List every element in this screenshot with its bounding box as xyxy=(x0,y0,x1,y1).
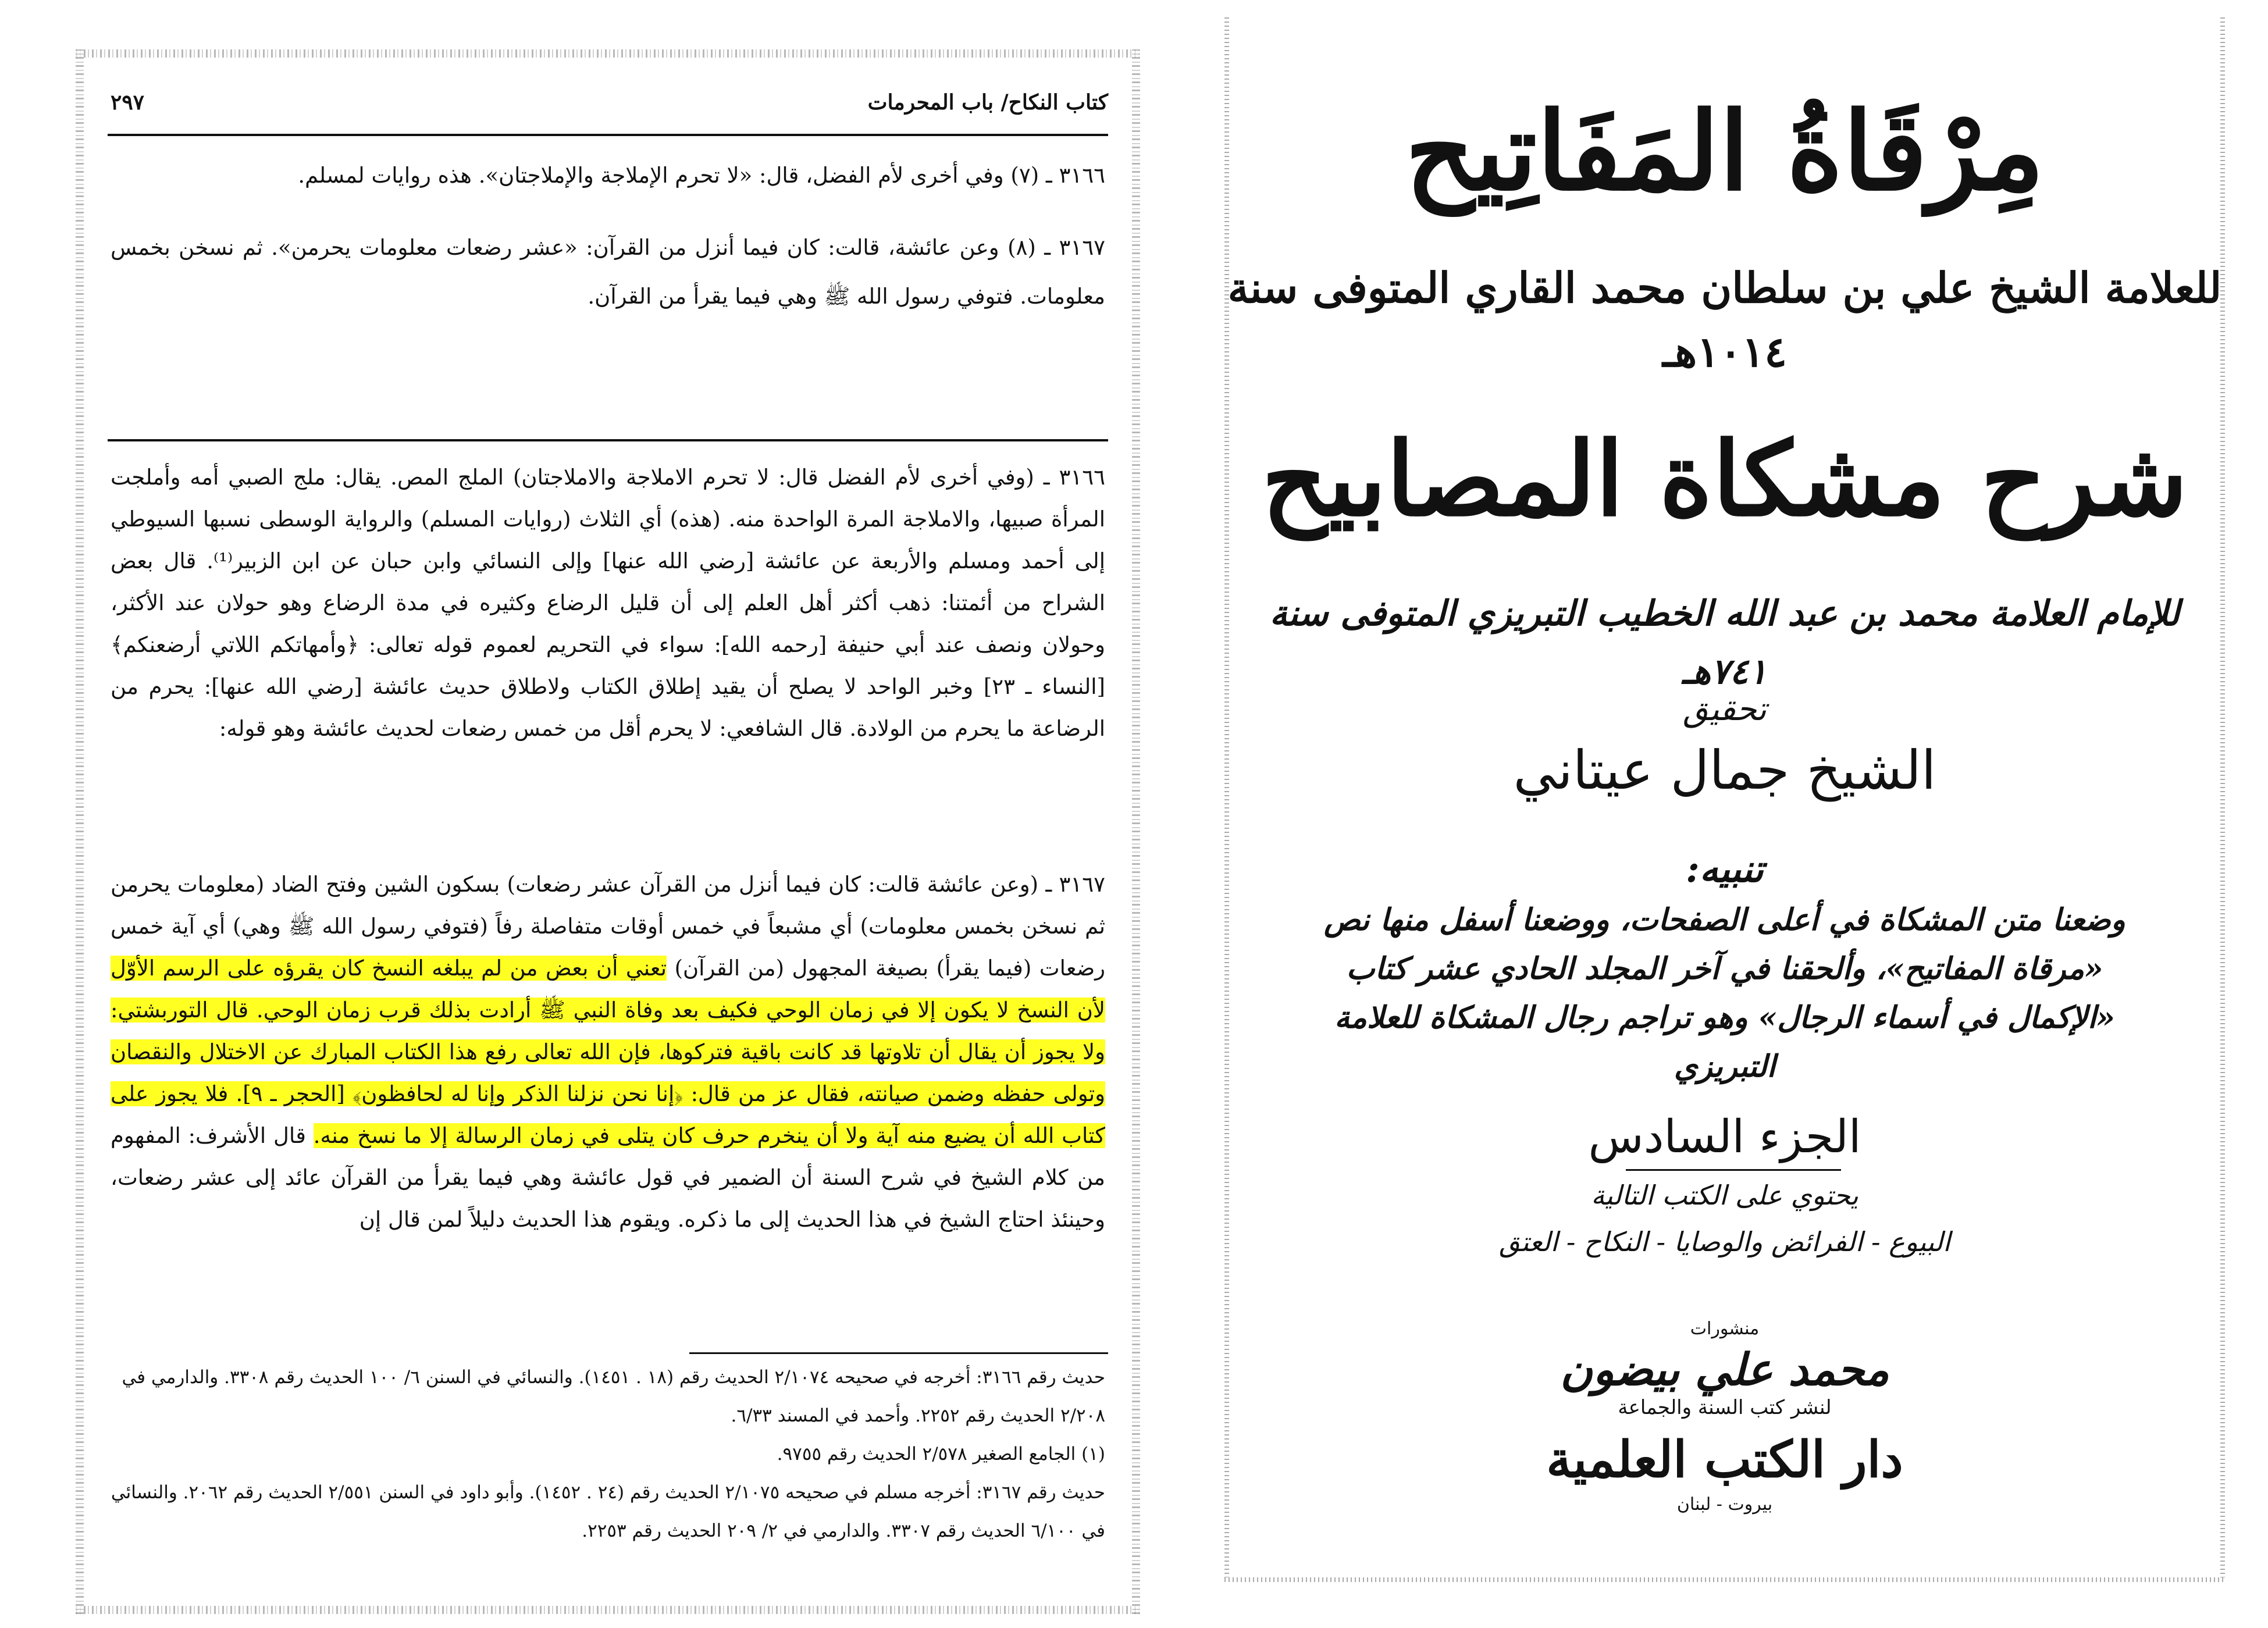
running-head xyxy=(111,90,1108,137)
page-number: ٢٩٧ xyxy=(111,90,145,115)
footnote-hadith-3167: حديث رقم ٣١٦٧: أخرجه مسلم في صحيحه ٢/١٠٧٥ الحديث رقم (٢٤ . ١٤٥٢). وأبو داود في السنن ٢/٥٥١ الحديث رقم ٢٠٦٢. والنسائي في ٦/١٠٠ الحديث رقم ٣٣٠٧. والدارمي في ٢/ ٢٠٩ الحديث رقم ٢٢٥٣. xyxy=(111,1482,1105,1541)
left-page xyxy=(76,49,1140,1614)
publisher-tagline: لنشر كتب السنة والجماعة xyxy=(1618,1396,1832,1419)
header-rule xyxy=(108,134,1108,136)
title-page xyxy=(1224,12,2225,1582)
page-border-top xyxy=(76,49,1140,58)
footnotes xyxy=(111,1358,1105,1550)
publisher-house: دار الكتب العلمية xyxy=(1546,1430,1903,1489)
commentary-3167 xyxy=(111,864,1105,1241)
book-subtitle: شرح مشكاة المصابيح xyxy=(1261,420,2188,539)
commentary-3167-continuation: قال الأشرف: المفهوم من كلام الشيخ في شرح السنة أن الضمير في قول عائشة وهي فيما يقرأ من القرآن عائد إلى عشر رضعات، وحينئذ احتاج الشيخ في هذا الحديث إلى ما ذكره. ويقوم هذا الحديث دليلاً لمن قال إن xyxy=(111,1123,1105,1232)
page-border-right xyxy=(1132,49,1140,1614)
commentary-3166-text: ٣١٦٦ ـ (وفي أخرى لأم الفضل قال: لا تحرم الاملاجة والاملاجتان) الملج المص. يقال: ملج الصبي أمه وأملجت المرأة صبيها، والاملاجة المرة الواحدة منه. (هذه) أي الثلاث (روايات المسلم) والرواية الوسطى نسبها السيوطي إلى أحمد ومسلم والأربعة عن عائشة [رضي الله عنها] وإلى النسائي وابن حبان عن ابن الزبير⁽¹⁾. قال بعض الشراح من أئمتنا: ذهب أكثر أهل العلم إلى أن قليل الرضاع وكثيره في مدة الرضاع وهو حولان عند الأكثر، وحولان ونصف عند أبي حنيفة [رحمه الله]: سواء في التحريم لعموم قوله تعالى: ﴿وأمهاتكم اللاتي أرضعنكم﴾ [النساء ـ ٢٣] وخبر الواحد لا يصلح أن يقيد إطلاق الكتاب ولاطلاق حديث عائشة [رضي الله عنها]: يحرم من الرضاعة ما يحرم من الولادة. قال الشافعي: لا يحرم أقل من خمس رضعات لحديث عائشة وهو قوله: xyxy=(111,465,1105,741)
highlighted-passage: تعني أن بعض من لم يبلغه النسخ كان يقرؤه على الرسم الأوّل لأن النسخ لا يكون إلا في زمان الوحي فكيف بعد وفاة النبي ﷺ أرادت بذلك قرب زمان الوحي. قال التوربشتي: ولا يجوز أن يقال أن تلاوتها قد كانت باقية فتركوها، فإن الله تعالى رفع هذا الكتاب المبارك عن الاختلال والنقصان وتولى حفظه وضمن صيانته، فقال عز من قال: ﴿إنا نحن نزلنا الذكر وإنا له لحافظون﴾ [الحجر ـ ٩]. فلا يجوز على كتاب الله أن يضيع منه آية ولا أن ينخرم حرف كان يتلى في زمان الرسالة إلا ما نسخ منه. xyxy=(111,956,1105,1148)
running-title: كتاب النكاح/ باب المحرمات xyxy=(867,90,1108,115)
page-border-bottom xyxy=(76,1606,1140,1614)
commentary-3167-text xyxy=(111,864,1105,1241)
book-title: مِرْقَاةُ المَفَاتِيح xyxy=(1405,88,2045,215)
tahqiq-label: تحقيق xyxy=(1683,690,1767,728)
page-border-left xyxy=(76,49,84,1614)
contains-label: يحتوي على الكتب التالية xyxy=(1591,1180,1858,1211)
notice-text: وضعنا متن المشكاة في أعلى الصفحات، ووضعنا أسفل منها نص «مرقاة المفاتيح»، وألحقنا في آخر المجلد الحادي عشر كتاب «الإكمال في أسماء الرجال» وهو تراجم رجال المشكاة للعلامة التبريزي xyxy=(1324,902,2125,1084)
editor-name: الشيخ جمال عيتاني xyxy=(1513,739,1936,801)
books-list: البيوع - الفرائض والوصايا - النكاح - العتق xyxy=(1499,1226,1950,1257)
commentary-3166 xyxy=(111,457,1105,750)
publisher-city: بيروت - لبنان xyxy=(1676,1494,1773,1515)
hadith-3167: ٣١٦٧ ـ (٨) وعن عائشة، قالت: كان فيما أنزل من القرآن: «عشر رضعات معلومات يحرمن». ثم نسخن بخمس معلومات. فتوفي رسول الله ﷺ وهي فيما يقرأ من القرآن. xyxy=(111,235,1105,309)
hadith-text xyxy=(111,151,1105,321)
volume-label: الجزء السادس xyxy=(1588,1111,1861,1163)
commentary-3167-intro: ٣١٦٧ ـ (وعن عائشة قالت: كان فيما أنزل من القرآن عشر رضعات) بسكون الشين وفتح الضاد (معلومات يحرمن ثم نسخن بخمس معلومات) أي مشبعاً في خمس أوقات متفاصلة رفاً (فتوفي رسول الله ﷺ وهي) أي آية خمس رضعات (فيما يقرأ) بصيغة المجهول (من القرآن) xyxy=(111,872,1106,981)
notice-label: تنبيه: xyxy=(1686,847,1764,891)
matn-separator-rule xyxy=(108,439,1108,441)
page-edge-bottom xyxy=(1224,1577,2225,1582)
footnote-1: (١) الجامع الصغير ٢/٥٧٨ الحديث رقم ٩٧٥٥. xyxy=(777,1444,1105,1465)
hadith-3166: ٣١٦٦ ـ (٧) وفي أخرى لأم الفضل، قال: «لا تحرم الإملاجة والإملاجتان». هذه روايات لمسلم. xyxy=(298,163,1105,188)
footnote-hadith-3166: حديث رقم ٣١٦٦: أخرجه في صحيحه ٢/١٠٧٤ الحديث رقم (١٨ . ١٤٥١). والنسائي في السنن ٦/ ١٠٠ الحديث رقم ٣٣٠٨. والدارمي في ٢/٢٠٨ الحديث رقم ٢٢٥٢. وأحمد في المسند ٦/٣٣. xyxy=(122,1367,1105,1426)
footnote-rule xyxy=(689,1352,1108,1354)
publisher-name: محمد علي بيضون xyxy=(1560,1344,1889,1395)
author-line: للعلامة الشيخ علي بن سلطان محمد القاري المتوفى سنة ١٠١٤هـ xyxy=(1227,263,2222,376)
manshurat-label: منشورات xyxy=(1690,1319,1760,1339)
volume-underline xyxy=(1626,1169,1841,1171)
imam-line: للإمام العلامة محمد بن عبد الله الخطيب التبريزي المتوفى سنة ٧٤١هـ xyxy=(1269,593,2180,692)
